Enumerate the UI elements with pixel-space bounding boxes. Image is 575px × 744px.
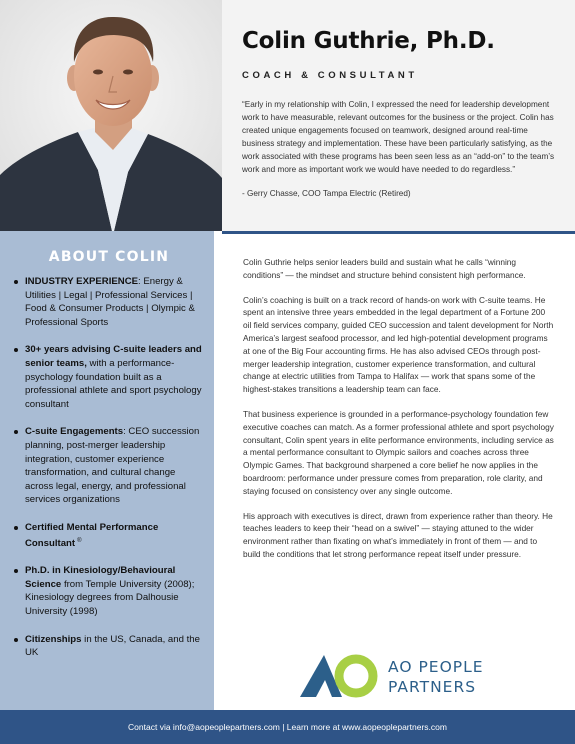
list-item <box>14 275 204 329</box>
logo-wordmark <box>388 657 484 697</box>
bio-paragraph: That business experience is grounded in a performance-psychology foundation few executive coaches can match. As a former professional athlete and sport psychology consultant, Colin spent years in elite performance environments, including service as a mental performance consultant to Olympic sailors and coaches across three Olympic Games. That background sharpened a core belief he now applies in the boardroom: performance under pressure comes from preparation, role clarity, and staying focused on consistency over any single outcome. <box>243 408 554 496</box>
logo-line-2: PARTNERS <box>388 678 477 696</box>
testimonial-attribution: - Gerry Chasse, COO Tampa Electric (Retired) <box>242 189 411 198</box>
contact-footer: Contact via info@aopeoplepartners.com | Learn more at www.aopeoplepartners.com <box>0 710 575 744</box>
bio-paragraph: Colin Guthrie helps senior leaders build and sustain what he calls “winning conditions” — the mindset and structure behind consistent high performance. <box>243 257 526 280</box>
list-item <box>14 521 204 550</box>
about-sidebar <box>0 231 214 710</box>
bio-paragraph: His approach with executives is direct, drawn from experience rather than theory. He teaches leaders to keep their “head on a swivel” — staying attuned to the wider environment rather than fixating on what’s immediately in front of them — and to build the conditions that let strong performance repeat itself under pressure. <box>243 510 553 559</box>
list-item <box>14 425 204 507</box>
testimonial-quote: “Early in my relationship with Colin, I expressed the need for leadership development work to have measurable, relevant outcomes for the business or the project. Colin has created unique engagements focused on teamwork, designed around real-time business strategy and implementation. These have been particularly satisfying, as the work associated with these programs has been seen less as an “add-on” to the team’s work and more as important work we would have needed to do regardless.” <box>242 100 555 174</box>
sidebar-list <box>14 275 204 660</box>
list-item-bold: INDUSTRY EXPERIENCE <box>25 276 139 287</box>
list-item-bold: Citizenships <box>25 633 82 645</box>
bio-paragraph: Colin’s coaching is built on a track record of hands-on work with C-suite teams. He spent an intensive three years embedded in the legal department of a Fortune 200 oil field services company, guided CEO succession and talent development for North America’s largest seafood processor, and led high-potential development programs at one of the Big Four accounting firms. He has also advised CEOs through post-merger leadership integration, customer experience transformation, and cultural change at electric utilities from Tampa to Halifax — work that spans some of the highest-stakes transitions a leadership team can face. <box>243 294 554 395</box>
company-logo <box>298 650 538 700</box>
sidebar-title: ABOUT COLIN <box>48 249 170 265</box>
headshot-illustration <box>0 0 222 231</box>
list-item-bold: Certified Mental Performance Consultant <box>25 521 159 549</box>
list-item-bold: C-suite Engagements <box>25 426 124 438</box>
list-item-text: in the US, Canada, and the UK <box>25 633 200 659</box>
list-item-bold: 30+ years advising C-suite leaders and senior teams, <box>25 344 202 369</box>
list-item <box>14 564 204 618</box>
list-item <box>14 343 204 411</box>
registered-mark: ® <box>77 537 82 544</box>
headshot-photo <box>0 0 222 231</box>
header-panel <box>222 0 575 231</box>
list-item-text: : CEO succession planning, post-merger leadership integration, customer experience transformation, and cultural change across legal, energy, and professional services organizations <box>25 426 200 506</box>
logo-line-1: AO PEOPLE <box>388 658 484 676</box>
person-name: Colin Guthrie, Ph.D. <box>242 28 495 54</box>
list-item-text: from Temple University (2008); Kinesiology degrees from Dalhousie University (1998) <box>25 578 195 618</box>
header-divider <box>222 231 575 234</box>
bio-body <box>243 256 555 573</box>
list-item-bold: Ph.D. in Kinesiology/Behavioural Science <box>25 565 176 590</box>
ao-logo-mark-icon <box>298 650 380 700</box>
list-item-text: : Energy & Utilities | Legal | Professional Services | Food & Consumer Products | Olympic & Professional Sports <box>25 276 195 328</box>
list-item <box>14 633 204 660</box>
person-subtitle: COACH & CONSULTANT <box>242 70 418 81</box>
list-item-text: with a performance-psychology foundation built as a professional athlete and sport psychology consultant <box>25 357 202 410</box>
